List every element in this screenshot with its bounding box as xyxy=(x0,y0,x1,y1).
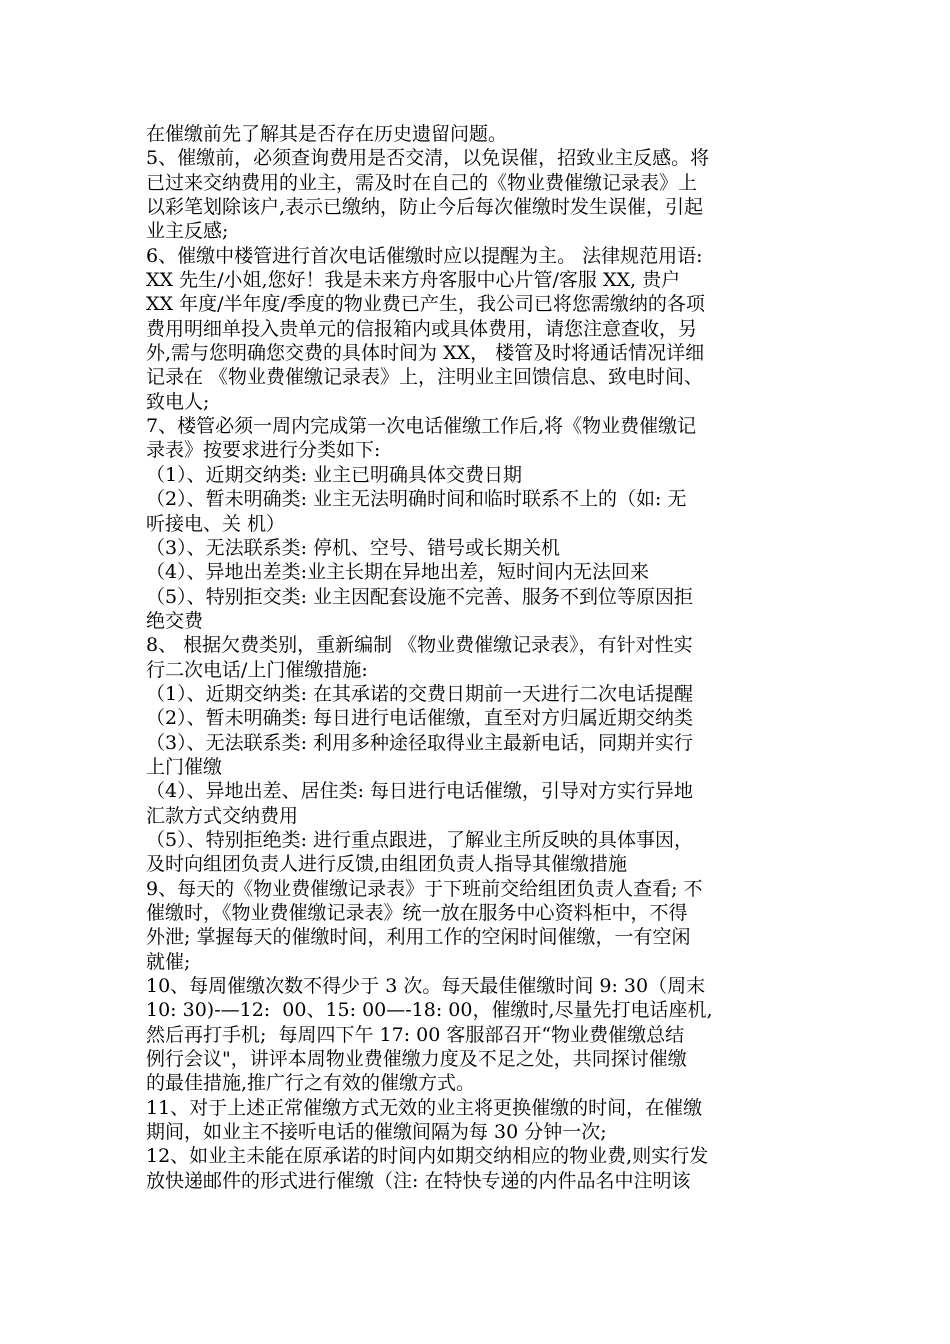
text-line: （2）、暂未明确类: 每日进行电话催缴，直至对方归属近期交纳类 xyxy=(146,707,694,730)
text-line: 的最佳措施,推广行之有效的催缴方式。 xyxy=(146,1072,476,1095)
text-line: （2）、暂未明确类: 业主无法明确时间和临时联系不上的（如: 无 xyxy=(146,488,687,511)
text-line: 就催; xyxy=(146,950,191,973)
text-line: 10: 30)-—12: 00、15: 00—-18: 00，催缴时,尽量先打电话座机, xyxy=(146,999,713,1022)
text-line: 期间，如业主不接听电话的催缴间隔为每 30 分钟一次; xyxy=(146,1121,607,1144)
text-line: （5）、特别拒交类: 业主因配套设施不完善、服务不到位等原因拒 xyxy=(146,585,694,608)
text-line: （3）、无法联系类: 停机、空号、错号或长期关机 xyxy=(146,536,561,559)
text-line: 外,需与您明确您交费的具体时间为 XX， 楼管及时将通话情况详细 xyxy=(146,342,705,365)
text-line: XX 先生/小姐,您好！我是未来方舟客服中心片管/客服 XX, 贵户 xyxy=(146,269,681,292)
text-line: 以彩笔划除该户,表示已缴纳，防止今后每次催缴时发生误催，引起 xyxy=(146,196,704,219)
text-line: 绝交费 xyxy=(146,609,204,632)
text-line: 催缴时，《物业费催缴记录表》统一放在服务中心资料柜中，不得 xyxy=(146,902,688,924)
text-line: 汇款方式交纳费用 xyxy=(146,804,299,827)
text-line: 及时向组团负责人进行反馈,由组团负责人指导其催缴措施 xyxy=(146,853,628,876)
text-line: 例行会议"，讲评本周物业费催缴力度及不足之处，共同探讨催缴 xyxy=(146,1048,687,1071)
text-line: 7、楼管必须一周内完成第一次电话催缴工作后,将《物业费催缴记 xyxy=(146,415,697,438)
text-line: 上门催缴 xyxy=(146,755,223,778)
text-line: 行二次电话/上门催缴措施: xyxy=(146,658,368,681)
text-line: 记录在 《物业费催缴记录表》上，注明业主回馈信息、致电时间、 xyxy=(146,366,704,389)
text-line: 致电人; xyxy=(146,390,210,413)
text-line: XX 年度/半年度/季度的物业费已产生，我公司已将您需缴纳的各项 xyxy=(146,293,705,316)
text-line: 8、 根据欠费类别，重新编制 《物业费催缴记录表》，有针对性实 xyxy=(146,634,693,657)
text-line: （4）、异地出差、居住类: 每日进行电话催缴，引导对方实行异地 xyxy=(146,780,694,803)
document-body xyxy=(146,122,826,1193)
text-line: 然后再打手机; 每周四下午 17: 00 客服部召开“物业费催缴总结 xyxy=(146,1023,685,1046)
text-line: 放快递邮件的形式进行催缴（注: 在特快专递的内件品名中注明该 xyxy=(146,1169,691,1192)
text-line: 费用明细单投入贵单元的信报箱内或具体费用，请您注意查收，另 xyxy=(146,317,698,340)
text-line: 在催缴前先了解其是否存在历史遗留问题。 xyxy=(146,123,508,145)
text-line: （4）、异地出差类:业主长期在异地出差，短时间内无法回来 xyxy=(146,561,649,584)
text-line: 录表》按要求进行分类如下: xyxy=(146,439,381,462)
text-line: 外泄; 掌握每天的催缴时间，利用工作的空闲时间催缴，一有空闲 xyxy=(146,926,691,949)
text-line: 6、催缴中楼管进行首次电话催缴时应以提醒为主。 法律规范用语: xyxy=(146,244,703,267)
text-line: 已过来交纳费用的业主，需及时在自己的《物业费催缴记录表》上 xyxy=(146,171,698,194)
text-line: 11、对于上述正常催缴方式无效的业主将更换催缴的时间，在催缴 xyxy=(146,1096,703,1119)
text-line: （3）、无法联系类: 利用多种途径取得业主最新电话，同期并实行 xyxy=(146,731,694,754)
text-line: （5）、特别拒绝类: 进行重点跟进，了解业主所反映的具体事因， xyxy=(146,828,694,851)
text-line: 业主反感; xyxy=(146,220,229,243)
text-line: 5、催缴前，必须查询费用是否交清，以免误催，招致业主反感。将 xyxy=(146,147,710,170)
text-line: 12、如业主未能在原承诺的时间内如期交纳相应的物业费,则实行发 xyxy=(146,1145,709,1168)
text-line: 9、每天的《物业费催缴记录表》于下班前交给组团负责人查看; 不 xyxy=(146,877,703,900)
text-line: 听接电、关 机） xyxy=(146,512,286,535)
text-line: （1）、近期交纳类: 业主已明确具体交费日期 xyxy=(146,463,523,486)
text-line: （1）、近期交纳类: 在其承诺的交费日期前一天进行二次电话提醒 xyxy=(146,682,694,705)
text-line: 10、每周催缴次数不得少于 3 次。每天最佳催缴时间 9: 30（周末 xyxy=(146,975,706,998)
